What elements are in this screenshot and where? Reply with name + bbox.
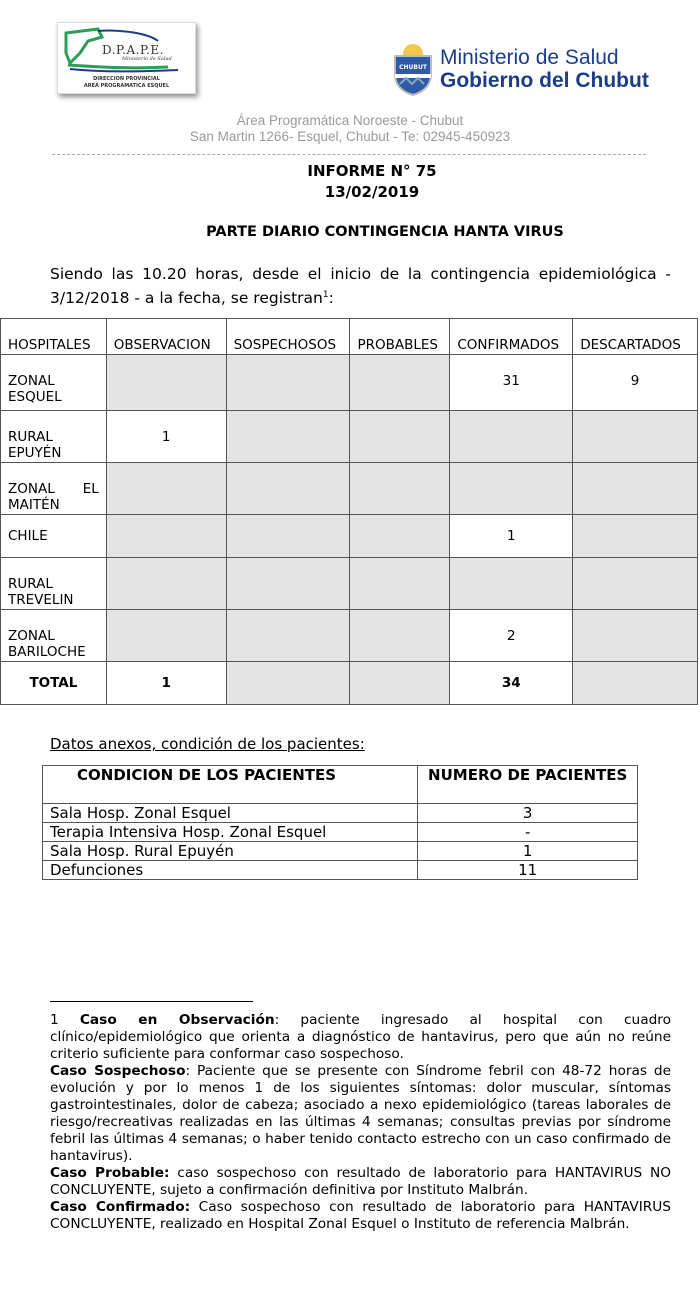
table-row [1, 355, 698, 411]
hospital-cell: ZONAL ESQUEL [1, 355, 107, 411]
chubut-shield-icon [390, 40, 436, 96]
anexos-heading: Datos anexos, condición de los pacientes: [50, 735, 365, 753]
table-row [1, 411, 698, 463]
table-row [43, 842, 638, 861]
term-sospechoso: Caso Sospechoso [50, 1063, 186, 1079]
table-row [43, 823, 638, 842]
hospital-cell: CHILE [1, 515, 107, 558]
total-sospechosos [226, 662, 350, 705]
shield-badge-text: CHUBUT [399, 64, 427, 71]
header-divider [52, 154, 646, 155]
area-programatica: Área Programática Noroeste - Chubut [236, 113, 464, 128]
header-condicion: CONDICION DE LOS PACIENTES [43, 766, 418, 804]
numero-cell: 1 [418, 842, 638, 861]
table-total-row [1, 662, 698, 705]
sospechosos-cell [226, 411, 350, 463]
condicion-cell: Sala Hosp. Zonal Esquel [43, 804, 418, 823]
footnote-observacion [50, 1012, 671, 1063]
term-confirmado: Caso Confirmado: [50, 1199, 191, 1215]
descartados-cell [573, 411, 698, 463]
header-observacion: OBSERVACION [106, 319, 226, 355]
total-observacion: 1 [106, 662, 226, 705]
header-probables: PROBABLES [350, 319, 450, 355]
table-row [43, 804, 638, 823]
ministerio-logo [388, 38, 688, 96]
intro-colon: : [328, 289, 334, 308]
condicion-cell: Terapia Intensiva Hosp. Zonal Esquel [43, 823, 418, 842]
confirmados-cell: 1 [450, 515, 573, 558]
footnote-confirmado [50, 1199, 671, 1233]
numero-cell: 11 [418, 861, 638, 880]
term-observacion: Caso en Observación [79, 1012, 275, 1028]
conditions-header-row [43, 766, 638, 804]
observacion-cell [106, 610, 226, 662]
dpapa-footer-line2: AREA PROGRAMATICA ESQUEL [83, 83, 170, 89]
footnote-ref: 1 [322, 290, 329, 300]
dpapa-logo [57, 22, 196, 94]
total-confirmados: 34 [450, 662, 573, 705]
probables-cell [350, 411, 450, 463]
observacion-cell [106, 515, 226, 558]
header-descartados: DESCARTADOS [573, 319, 698, 355]
intro-paragraph [50, 264, 671, 309]
header-numero: NUMERO DE PACIENTES [418, 766, 638, 804]
probables-cell [350, 515, 450, 558]
probables-cell [350, 558, 450, 610]
def-sospechoso: : Paciente que se presente con Síndrome febril con 48-72 horas de evolución y por lo menos 1 de los siguientes síntomas: dolor muscular, síntomas gastrointestinales, dolor de cabeza; asociado a nexo epidemiológico (tareas laborales de riesgo/recreativas realizadas en las últimas 4 semanas; consultas previas por síndrome febril las últimas 4 semanas; o haber tenido contacto estrecho con un caso confirmado de hantavirus). [50, 1063, 671, 1164]
condicion-cell: Sala Hosp. Rural Epuyén [43, 842, 418, 861]
def-observacion: : paciente ingresado al hospital con cuadro clínico/epidemiológico que orienta a diagnóstico de hantavirus, pero que aún no reúne criterio suficiente para conformar caso sospechoso. [50, 1012, 671, 1062]
report-number: INFORME N° 75 [307, 162, 437, 180]
confirmados-cell: 31 [450, 355, 573, 411]
table-row [1, 558, 698, 610]
intro-text: Siendo las 10.20 horas, desde el inicio de la contingencia epidemiológica - 3/12/2018 - a la fecha, se registran [50, 265, 671, 308]
footnote-sospechoso [50, 1063, 671, 1165]
sospechosos-cell [226, 355, 350, 411]
confirmados-cell: 2 [450, 610, 573, 662]
address: San Martin 1266- Esquel, Chubut - Te: 02945-450923 [189, 129, 511, 144]
header-hospitales: HOSPITALES [1, 319, 107, 355]
table-row [1, 463, 698, 515]
sospechosos-cell [226, 463, 350, 515]
table-header-row [1, 319, 698, 355]
header-sospechosos: SOSPECHOSOS [226, 319, 350, 355]
table-row [1, 515, 698, 558]
footnote-probable [50, 1165, 671, 1199]
cases-table [0, 318, 698, 705]
total-descartados [573, 662, 698, 705]
hospital-cell: RURAL EPUYÉN [1, 411, 107, 463]
footnote-rule [50, 1001, 253, 1002]
observacion-cell [106, 463, 226, 515]
def-probable: caso sospechoso con resultado de laboratorio para HANTAVIRUS NO CONCLUYENTE, sujeto a confirmación definitiva por Instituto Malbrán. [50, 1165, 671, 1198]
probables-cell [350, 355, 450, 411]
hospital-cell: ZONAL BARILOCHE [1, 610, 107, 662]
dpapa-title: D.P.A.P.E. [102, 43, 164, 57]
hospital-cell: ZONAL EL MAITÉN [1, 463, 107, 515]
dpapa-footer-line1: DIRECCION PROVINCIAL [93, 76, 160, 82]
conditions-table [42, 765, 638, 880]
table-row [43, 861, 638, 880]
observacion-cell [106, 355, 226, 411]
gobierno-text: Gobierno del Chubut [440, 69, 649, 92]
probables-cell [350, 610, 450, 662]
descartados-cell: 9 [573, 355, 698, 411]
probables-cell [350, 463, 450, 515]
def-confirmado: Caso sospechoso con resultado de laboratorio para HANTAVIRUS CONCLUYENTE, realizado en Hospital Zonal Esquel o Instituto de referencia Malbrán. [50, 1199, 671, 1232]
descartados-cell [573, 558, 698, 610]
numero-cell: - [418, 823, 638, 842]
total-label: TOTAL [1, 662, 107, 705]
numero-cell: 3 [418, 804, 638, 823]
confirmados-cell [450, 463, 573, 515]
descartados-cell [573, 610, 698, 662]
ministerio-text: Ministerio de Salud [440, 46, 619, 69]
term-probable: Caso Probable: [50, 1165, 170, 1181]
observacion-cell [106, 558, 226, 610]
table-row [1, 610, 698, 662]
sospechosos-cell [226, 558, 350, 610]
descartados-cell [573, 515, 698, 558]
total-probables [350, 662, 450, 705]
header-confirmados: CONFIRMADOS [450, 319, 573, 355]
descartados-cell [573, 463, 698, 515]
confirmados-cell [450, 558, 573, 610]
sospechosos-cell [226, 515, 350, 558]
confirmados-cell [450, 411, 573, 463]
condicion-cell: Defunciones [43, 861, 418, 880]
footnotes [50, 1012, 671, 1233]
report-subtitle: PARTE DIARIO CONTINGENCIA HANTA VIRUS [206, 224, 564, 240]
hospital-cell: RURAL TREVELIN [1, 558, 107, 610]
footnote-marker: 1 [50, 1012, 59, 1028]
report-date: 13/02/2019 [324, 183, 420, 201]
observacion-cell: 1 [106, 411, 226, 463]
sospechosos-cell [226, 610, 350, 662]
dpapa-subtitle: Ministerio de Salud [122, 56, 172, 62]
